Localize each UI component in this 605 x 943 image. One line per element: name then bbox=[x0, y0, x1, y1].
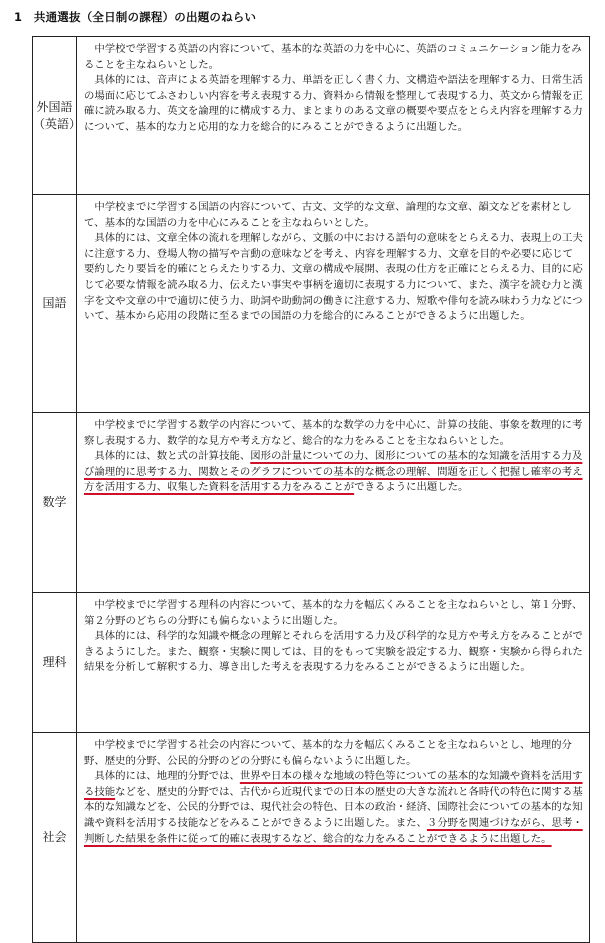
description-paragraph bbox=[84, 738, 583, 769]
subject-row bbox=[33, 413, 590, 593]
page-title: 1 共通選抜（全日制の課程）の出題のねらい bbox=[14, 10, 257, 24]
subject-name: 社会 bbox=[33, 733, 77, 943]
description-paragraph bbox=[84, 449, 583, 496]
description-paragraph bbox=[84, 200, 583, 231]
description-paragraph bbox=[84, 598, 583, 629]
description-paragraph bbox=[84, 73, 583, 135]
subject-name: 数学 bbox=[33, 413, 77, 593]
subject-description bbox=[77, 195, 590, 413]
underlined-text: ３分野を関連づけながら、思考・判断した結果を条件に従って的確に表現するなど、総合的な力をみることができるように出題した。 bbox=[84, 816, 583, 845]
paragraph-text: 具体的には、地理的分野では、 bbox=[94, 770, 240, 783]
subject-description bbox=[77, 593, 590, 733]
description-paragraph bbox=[84, 418, 583, 449]
paragraph-text: 具体的には、文章全体の流れを理解しながら、文脈の中における語句の意味をとらえる力、表現上の工夫に注意する力、登場人物の描写や言動の意味などを考え、内容を理解する力、文章を目的や必要に応じて要約したり要旨を的確にとらえたりする力、文章の構成や展開、表現の仕方を正確にとらえる力、目的に応じて必要な情報を読み取る力、伝えたい事実や事柄を適切に表現する力について、また、漢字を読む力と漢字を文や文章の中で適切に使う力、助詞や助動詞の働きに注意する力、短歌や俳句を読み味わう力などについて、基本から応用の段階に至るまでの国語の力を総合的にみることができるように出題した。 bbox=[84, 232, 583, 323]
underlined-text: 世界や日本の様々な地域の特色等についての基本的な知識や資料を活用する技能 bbox=[84, 770, 583, 798]
description-paragraph bbox=[84, 231, 583, 325]
underlined-text: 図形の計量についての力、図形についての基本的な知識を活用する力及び論理的に思考する力、関数とそのグラフについての基本的な概念の理解、問題を正しく把握し確率の考え方を活用する力、収集した資料を活用する力をみることが bbox=[84, 450, 583, 494]
subject-name: 国語 bbox=[33, 195, 77, 413]
subject-description bbox=[77, 37, 590, 195]
paragraph-text: できるように出題した。 bbox=[354, 481, 469, 494]
description-paragraph bbox=[84, 769, 583, 847]
subject-row bbox=[33, 733, 590, 943]
paragraph-text: 具体的には、数と式の計算技能、 bbox=[94, 450, 251, 463]
exam-aims-table bbox=[32, 36, 590, 943]
subject-row bbox=[33, 195, 590, 413]
paragraph-text: 中学校までに学習する理科の内容について、基本的な力を幅広くみることを主なねらいとし、第１分野、第２分野のどちらの分野にも偏らないように出題した。 bbox=[84, 599, 583, 627]
paragraph-text: 中学校までに学習する国語の内容について、古文、文学的な文章、論理的な文章、韻文などを素材として、基本的な国語の力を中心にみることを主なねらいとした。 bbox=[84, 201, 572, 229]
paragraph-text: 中学校までに学習する数学の内容について、基本的な数学の力を中心に、計算の技能、事象を数理的に考察し表現する力、数学的な見方や考え方など、総合的な力をみることを主なねらいとした。 bbox=[84, 419, 583, 447]
description-paragraph bbox=[84, 629, 583, 676]
paragraph-text: 中学校で学習する英語の内容について、基本的な英語の力を中心に、英語のコミュニケーション能力をみることを主なねらいとした。 bbox=[84, 43, 582, 71]
subject-description bbox=[77, 413, 590, 593]
subject-row bbox=[33, 37, 590, 195]
subject-name: 理科 bbox=[33, 593, 77, 733]
paragraph-text: 具体的には、音声による英語を理解する力、単語を正しく書く力、文構造や語法を理解する力、日常生活の場面に応じてふさわしい内容を考え表現する力、資料から情報を整理して表現する力、英文から情報を正確に読み取る力、英文を論理的に構成する力、まとまりのある文章の概要や要点をとらえ内容を理解する力について、基本的な力と応用的な力を総合的にみることができるように出題した。 bbox=[84, 74, 583, 133]
subject-row bbox=[33, 593, 590, 733]
paragraph-text: 具体的には、科学的な知識や概念の理解とそれらを活用する力及び科学的な見方や考え方をみることができるようにした。また、観察・実験に関しては、目的をもって実験を設定する力、観察・実験から得られた結果を分析して解釈する力、導き出した考えを表現する力をみることができるように出題した。 bbox=[84, 630, 583, 674]
paragraph-text: などを、歴史的分野では、古代から近現代までの日本の歴史の大きな流れと各時代の特色に関する基本的な知識などを、公民的分野では、現代社会の特色、日本の政治・経済、国際社会についての基本的な知識や資料を活用する技能などをみることができるように出題した。また、 bbox=[84, 785, 583, 829]
description-paragraph bbox=[84, 42, 583, 73]
subject-description bbox=[77, 733, 590, 943]
subject-name: 外国語 （英語） bbox=[33, 37, 77, 195]
paragraph-text: 中学校までに学習する社会の内容について、基本的な力を幅広くみることを主なねらいとし、地理的分野、歴史的分野、公民的分野のどの分野にも偏らないように出題した。 bbox=[84, 739, 572, 767]
